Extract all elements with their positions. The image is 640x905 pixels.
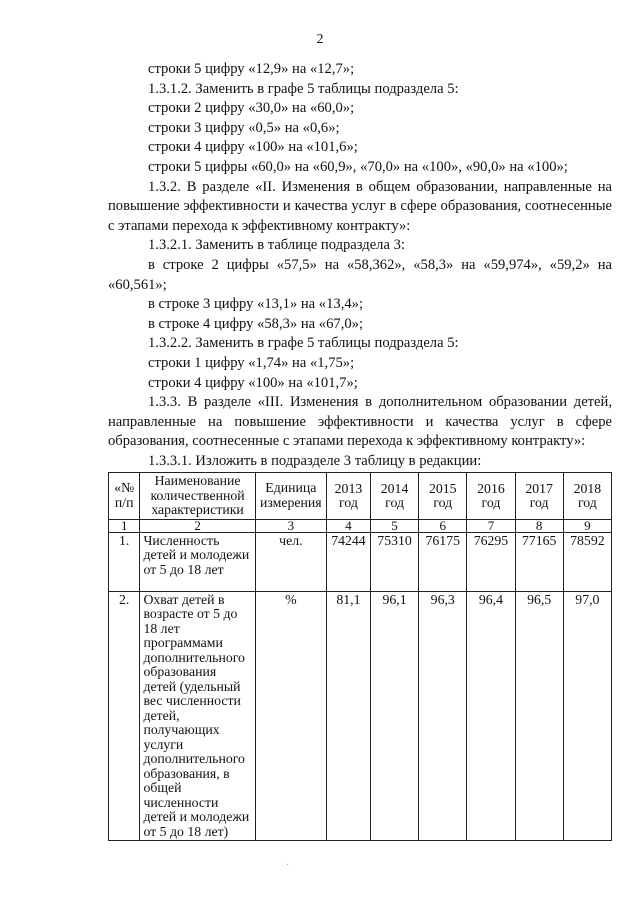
row-value: 97,0 — [563, 591, 611, 841]
paragraph: 1.3.2.2. Заменить в графе 5 таблицы подраздела 5: — [148, 335, 459, 352]
header-year: 2018 год — [563, 473, 611, 520]
paragraph: строки 4 цифру «100» на «101,7»; — [148, 374, 358, 391]
paragraph: 1.3.2.1. Заменить в таблице подраздела 3: — [148, 237, 405, 254]
paragraph: 1.3.3.1. Изложить в подразделе 3 таблицу в редакции: — [148, 452, 482, 469]
row-value: 96,5 — [515, 591, 563, 841]
row-value: 81,1 — [326, 591, 370, 841]
column-number: 2 — [140, 519, 255, 532]
table-header-row — [109, 473, 612, 520]
paragraph: строки 5 цифры «60,0» на «60,9», «70,0» на «100», «90,0» на «100»; — [148, 158, 568, 175]
row-value: 77165 — [515, 532, 563, 591]
row-number: 1. — [109, 532, 140, 591]
header-name: Наименование количественной характеристики — [140, 473, 255, 520]
row-value: 96,1 — [370, 591, 418, 841]
paragraph: строки 5 цифру «12,9» на «12,7»; — [148, 61, 355, 77]
header-number: «№ п/п — [109, 473, 140, 520]
paragraph: строки 2 цифру «30,0» на «60,0»; — [148, 100, 355, 117]
paragraph: 1.3.2. В разделе «II. Изменения в общем образовании, направленные на повышение эффективности и качества услуг в сфере образования, соотнесенные с этапами перехода к эффективному контракту»: — [108, 178, 612, 234]
row-value: 76175 — [419, 532, 467, 591]
header-year: 2015 год — [419, 473, 467, 520]
header-year: 2016 год — [467, 473, 515, 520]
column-number: 5 — [370, 519, 418, 532]
paragraph: в строке 3 цифру «13,1» на «13,4»; — [148, 296, 363, 313]
header-year: 2017 год — [515, 473, 563, 520]
row-value: 75310 — [370, 532, 418, 591]
data-table — [108, 472, 612, 841]
paragraph: строки 4 цифру «100» на «101,6»; — [148, 139, 358, 156]
row-unit: чел. — [255, 532, 326, 591]
row-unit: % — [255, 591, 326, 841]
paragraph: 1.3.1.2. Заменить в графе 5 таблицы подраздела 5: — [148, 80, 459, 97]
paragraph: строки 3 цифру «0,5» на «0,6»; — [148, 119, 340, 136]
page-number: 2 — [316, 32, 324, 47]
row-value: 96,3 — [419, 591, 467, 841]
footer-mark: · — [286, 860, 290, 871]
column-number: 4 — [326, 519, 370, 532]
column-number: 8 — [515, 519, 563, 532]
paragraph: 1.3.3. В разделе «III. Изменения в дополнительном образовании детей, направленные на повышение эффективности и качества услуг в сфере образования, соотнесенные с этапами перехода к эффективному контракту»: — [108, 394, 612, 450]
column-number: 3 — [255, 519, 326, 532]
header-year: 2013 год — [326, 473, 370, 520]
column-number-row — [109, 519, 612, 532]
header-unit: Единица измерения — [255, 473, 326, 520]
row-name: Охват детей в возрасте от 5 до 18 лет программами дополнительного образования детей (удельный вес численности детей, получающих услуги дополнительного образования, в общей численности детей и молодежи от 5 до 18 лет) — [140, 591, 255, 841]
header-year: 2014 год — [370, 473, 418, 520]
row-number: 2. — [109, 591, 140, 841]
row-value: 96,4 — [467, 591, 515, 841]
row-name: Численность детей и молодежи от 5 до 18 лет — [140, 532, 255, 591]
table-row — [109, 532, 612, 591]
column-number: 9 — [563, 519, 611, 532]
column-number: 6 — [419, 519, 467, 532]
row-value: 78592 — [563, 532, 611, 591]
paragraph: строки 1 цифру «1,74» на «1,75»; — [148, 354, 355, 371]
paragraph: в строке 2 цифры «57,5» на «58,362», «58,3» на «59,974», «59,2» на «60,561»; — [108, 256, 612, 293]
document-body — [108, 60, 612, 471]
column-number: 7 — [467, 519, 515, 532]
paragraph: в строке 4 цифру «58,3» на «67,0»; — [148, 315, 363, 332]
row-value: 76295 — [467, 532, 515, 591]
table-row — [109, 591, 612, 841]
row-value: 74244 — [326, 532, 370, 591]
column-number: 1 — [109, 519, 140, 532]
